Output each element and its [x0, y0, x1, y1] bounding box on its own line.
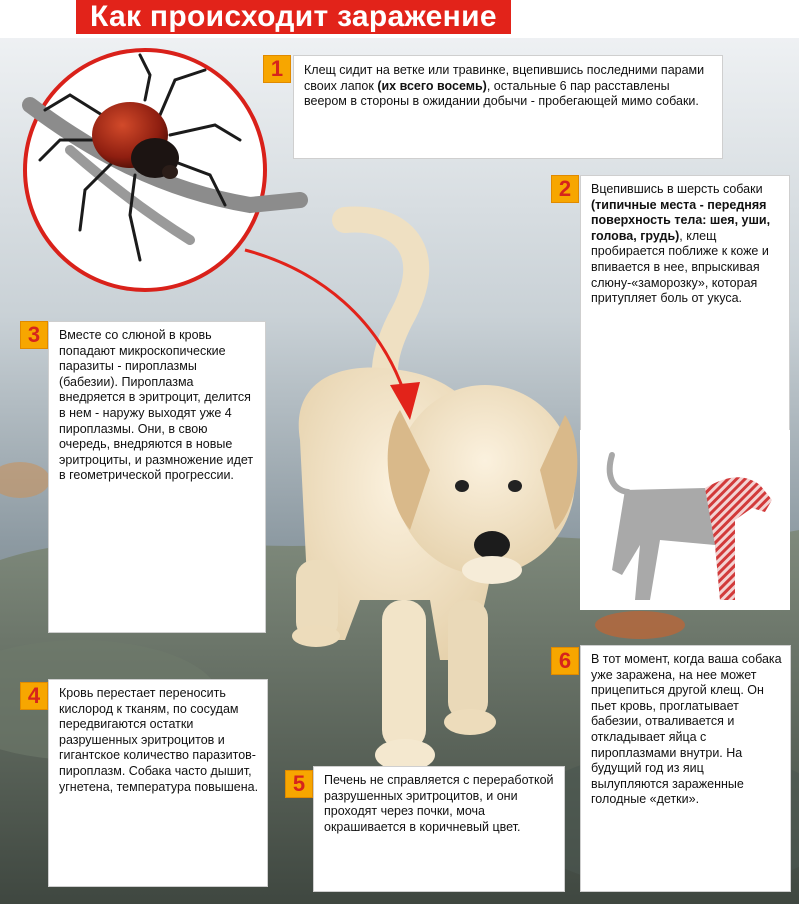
step-6-text — [580, 645, 791, 892]
step-2-text-bold: (типичные места - передняя поверхность тела: шея, уши, голова, грудь) — [591, 197, 771, 243]
step-1-text-bold: (их всего восемь) — [377, 78, 487, 93]
step-1-text — [293, 55, 723, 159]
step-3-text-content: Вместе со слюной в кровь попадают микроскопические паразиты - пироплазмы (бабезии). Пироплазма внедряется в эритроцит, делится в нем - наружу выходят уже 4 пироплазмы. Они, в свою очередь, внедряются в новые эритроциты, и размножение идет в геометрической прогрессии. — [59, 328, 254, 483]
step-1-text-a: Клещ сидит на ветке или травинке, вцепившись последними парами своих лапок — [304, 63, 705, 93]
step-4-text — [48, 679, 268, 887]
step-1-number: 1 — [263, 55, 291, 83]
step-6-number: 6 — [551, 647, 579, 675]
step-6-text-content: В тот момент, когда ваша собака уже заражена, на нее может прицепиться другой клещ. Он пьет кровь, проглатывает бабезии, отваливается и откладывает яйца с пироплазмами внутри. На будущий год из яиц вылупляются зараженные голодные «детки». — [591, 652, 782, 807]
autumn-leaf — [595, 611, 685, 639]
step-5-number: 5 — [285, 770, 313, 798]
step-4-text-content: Кровь перестает переносить кислород к тканям, по сосудам передвигаются остатки разрушенных эритроцитов и гигантское количество паразитов-пироплазм. Собака часто дышит, угнетена, температура повышена. — [59, 686, 259, 794]
step-5-text — [313, 766, 565, 892]
step-2-number: 2 — [551, 175, 579, 203]
step-3-number: 3 — [20, 321, 48, 349]
step-3-text — [48, 321, 266, 633]
page-title: Как происходит заражение — [76, 0, 511, 34]
step-2-text — [580, 175, 790, 430]
step-2-text-c: , клещ пробирается поближе к коже и впивается в нее, впрыскивая слюну-«заморозку», которая притупляет боль от укуса. — [591, 228, 769, 306]
step-2-text-a: Вцепившись в шерсть собаки — [591, 182, 763, 196]
step-5-text-content: Печень не справляется с переработкой разрушенных эритроцитов, и они проходят через почки, моча окрашивается в коричневый цвет. — [324, 773, 554, 834]
step-1-text-c: , остальные 6 пар расставлены веером в стороны в ожидании добычи - пробегающей мимо собаки. — [304, 78, 699, 109]
step-4-number: 4 — [20, 682, 48, 710]
